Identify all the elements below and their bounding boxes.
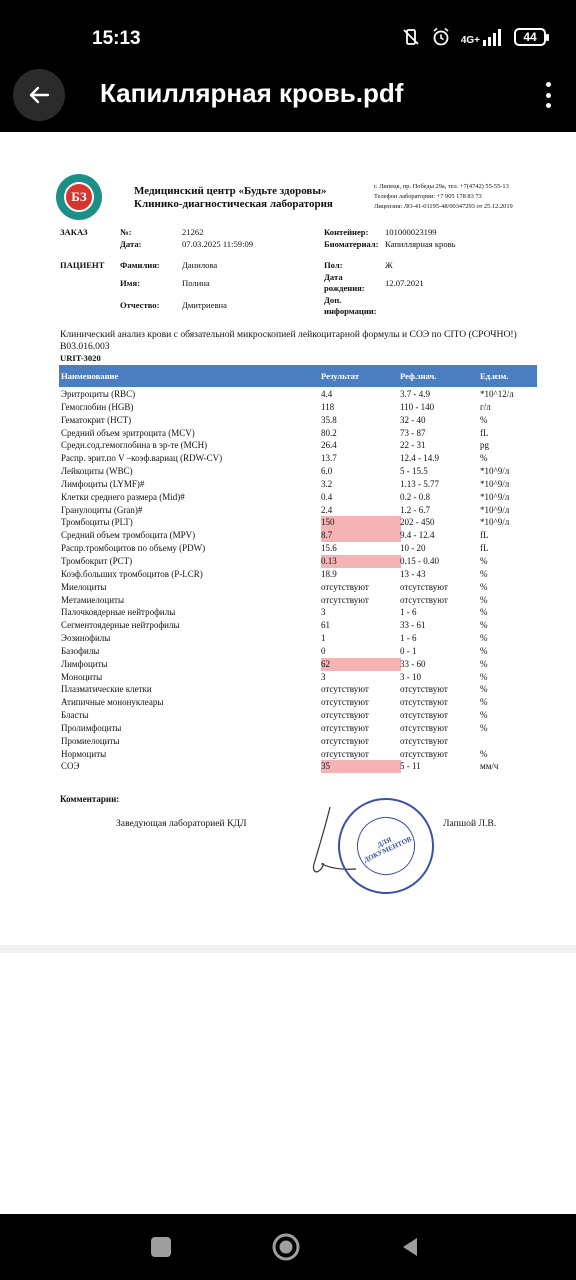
test-ref: 1 - 6 [400, 633, 417, 644]
test-unit: г/л [480, 401, 491, 412]
test-ref: 0.2 - 0.8 [400, 491, 430, 502]
table-row [59, 491, 537, 504]
test-ref: 32 - 40 [400, 414, 426, 425]
table-row [59, 504, 537, 517]
container-value: 101000023199 [385, 227, 437, 237]
test-ref: отсутствуют [400, 710, 448, 721]
name-label: Имя: [120, 278, 141, 288]
table-row [59, 760, 537, 773]
table-row [59, 581, 537, 594]
table-row [59, 645, 537, 658]
test-ref: отсутствуют [400, 684, 448, 695]
test-unit: *10^9/л [480, 517, 510, 528]
patient-label: ПАЦИЕНТ [60, 260, 105, 270]
test-result: 61 [321, 620, 330, 631]
test-result: 62 [321, 658, 401, 671]
test-result: 3 [321, 671, 326, 682]
table-row [59, 414, 537, 427]
test-ref: отсутствуют [400, 735, 448, 746]
patronymic-value: Дмитриевна [182, 300, 227, 310]
test-ref: 33 - 61 [400, 620, 426, 631]
test-result: 35 [321, 760, 401, 773]
test-name: Средний объем тромбоцита (MPV) [61, 530, 196, 541]
recents-icon [149, 1235, 173, 1259]
test-unit: % [480, 658, 488, 669]
test-name: Лимфоциты (LYMF)# [61, 478, 145, 489]
patronymic-label: Отчество: [120, 300, 160, 310]
test-ref: 1.2 - 6.7 [400, 504, 430, 515]
table-row [59, 748, 537, 761]
table-row [59, 388, 537, 401]
triangle-back-icon [398, 1235, 422, 1259]
test-result: 150 [321, 516, 401, 529]
test-result: 0.4 [321, 491, 333, 502]
table-row [59, 632, 537, 645]
status-icons [401, 27, 546, 47]
table-row [59, 594, 537, 607]
test-unit: % [480, 633, 488, 644]
test-name: СОЭ [61, 761, 80, 772]
test-result: 0 [321, 645, 326, 656]
network-indicator [461, 28, 504, 46]
table-row [59, 452, 537, 465]
test-unit: *10^12/л [480, 389, 514, 399]
test-ref: 13 - 43 [400, 568, 426, 579]
table-row [59, 529, 537, 542]
container-label: Контейнер: [324, 227, 369, 237]
test-ref: 1.13 - 5.77 [400, 478, 439, 489]
arrow-left-icon [28, 84, 50, 106]
test-name: Моноциты [61, 671, 103, 682]
test-result: 35.8 [321, 414, 337, 425]
test-name: Лимфоциты [61, 658, 108, 669]
table-row [59, 709, 537, 722]
test-name: Распр. эрит.по V –коэф.вариац (RDW-CV) [61, 453, 223, 464]
test-unit: % [480, 645, 488, 656]
test-name: Бласты [61, 710, 89, 721]
biomaterial-label: Биоматериал: [324, 239, 379, 249]
test-unit: fL [480, 427, 489, 438]
test-ref: 33 - 60 [400, 658, 426, 669]
test-result: отсутствуют [321, 581, 369, 592]
table-row [59, 722, 537, 735]
test-unit: % [480, 414, 488, 425]
test-unit: *10^9/л [480, 466, 510, 477]
test-result: 8.7 [321, 529, 401, 542]
vibrate-off-icon [401, 27, 421, 47]
clinic-contacts: г. Липецк, пр. Победы 29а, тел. +7(4742) 55-55-13 Телефон лаборатории: +7 905 178 83 73 Лицензия: ЛО-41-01195-48/00347293 от 25.12.2019 [374, 183, 513, 210]
order-number: 21262 [182, 227, 204, 237]
table-row [59, 427, 537, 440]
header-ref: Реф.знач. [400, 371, 437, 381]
table-row [59, 568, 537, 581]
test-ref: 0 - 1 [400, 645, 417, 656]
test-result: отсутствуют [321, 748, 369, 759]
test-name: Тромбокрит (PCT) [61, 555, 133, 566]
page-separator [0, 945, 576, 953]
test-ref: отсутствуют [400, 748, 448, 759]
test-ref: 5 - 15.5 [400, 466, 428, 477]
name-value: Полина [182, 278, 210, 288]
test-ref: 0.15 - 0.40 [400, 555, 439, 566]
test-name: Эритроциты (RBC) [61, 389, 136, 399]
test-name: Гемоглобин (HGB) [61, 401, 134, 412]
test-ref: 202 - 450 [400, 517, 435, 528]
test-unit: % [480, 684, 488, 695]
test-unit: % [480, 568, 488, 579]
test-ref: 22 - 31 [400, 440, 426, 451]
test-name: Базофилы [61, 645, 100, 656]
test-result: 15.6 [321, 543, 337, 554]
test-result: отсутствуют [321, 684, 369, 695]
test-ref: 73 - 87 [400, 427, 426, 438]
test-ref: 1 - 6 [400, 607, 417, 618]
surname-label: Фамилия: [120, 260, 160, 270]
table-row [59, 671, 537, 684]
test-unit: % [480, 607, 488, 618]
test-name: Распр.тромбоцитов по объему (PDW) [61, 543, 206, 554]
test-unit: fL [480, 543, 489, 554]
table-row [59, 516, 537, 529]
test-result: отсутствуют [321, 722, 369, 733]
test-unit: % [480, 453, 488, 464]
header-name: Наименование [61, 371, 119, 381]
test-unit: % [480, 620, 488, 631]
analysis-title: Клинический анализ крови с обязательной микроскопией лейкоцитарной формулы и СОЭ по CITO (СРОЧНО!) В03.016.003 [60, 329, 517, 352]
order-number-label: №: [120, 227, 132, 237]
test-name: Метамиелоциты [61, 594, 125, 605]
biomaterial-value: Капиллярная кровь [385, 239, 456, 249]
more-vert-icon [546, 82, 551, 87]
test-ref: отсутствуют [400, 581, 448, 592]
test-ref: 110 - 140 [400, 401, 435, 412]
order-date: 07.03.2025 11:59:09 [182, 239, 254, 249]
alarm-icon [431, 27, 451, 47]
test-unit: % [480, 581, 488, 592]
test-result: 80.2 [321, 427, 337, 438]
test-unit: pg [480, 440, 489, 451]
test-name: Пролимфоциты [61, 722, 122, 733]
test-name: Промиелоциты [61, 735, 120, 746]
network-type: 4G+ [460, 35, 480, 46]
battery-icon: 44 [514, 28, 546, 46]
test-ref: 9.4 - 12.4 [400, 530, 435, 541]
test-unit: % [480, 710, 488, 721]
head-role: Заведующая лабораторией КДЛ [116, 818, 247, 829]
test-ref: отсутствуют [400, 697, 448, 708]
test-name: Гематокрит (HCT) [61, 414, 132, 425]
home-icon [271, 1232, 301, 1262]
table-row [59, 465, 537, 478]
test-name: Эозинофилы [61, 633, 111, 644]
sex-label: Пол: [324, 260, 343, 270]
test-result: 1 [321, 633, 326, 644]
test-unit: % [480, 748, 488, 759]
test-result: 2.4 [321, 504, 333, 515]
signal-icon [482, 28, 504, 46]
test-unit: *10^9/л [480, 478, 510, 489]
test-name: Средн.сод.гемоглобина в эр-те (MCH) [61, 440, 208, 451]
device-name: URIT-3020 [60, 353, 101, 363]
test-ref: 3 - 10 [400, 671, 421, 682]
test-name: Плазматические клетки [61, 684, 152, 695]
test-ref: 3.7 - 4.9 [400, 389, 430, 399]
table-row [59, 439, 537, 452]
test-name: Коэф.больших тромбоцитов (P-LCR) [61, 568, 203, 579]
comments-label: Комментарии: [60, 794, 120, 804]
more-options-button[interactable] [538, 78, 558, 112]
table-row [59, 619, 537, 632]
test-result: 6.0 [321, 466, 333, 477]
header-unit: Ед.изм. [480, 371, 509, 381]
results-table [59, 388, 537, 773]
table-row [59, 696, 537, 709]
test-result: 3.2 [321, 478, 333, 489]
recents-button[interactable] [146, 1232, 176, 1262]
test-unit: % [480, 697, 488, 708]
birth-label-1: Дата [324, 272, 343, 282]
table-row [59, 658, 537, 671]
test-unit: % [480, 671, 488, 682]
clinic-name: Медицинский центр «Будьте здоровы» Клинико-диагностическая лаборатория [134, 185, 333, 210]
order-date-label: Дата: [120, 239, 142, 249]
document-title: Капиллярная кровь.pdf [100, 78, 404, 108]
test-result: 3 [321, 607, 326, 618]
navigation-bar [0, 1214, 576, 1280]
test-result: 4.4 [321, 389, 333, 399]
table-row [59, 683, 537, 696]
test-name: Клетки среднего размера (Mid)# [61, 491, 185, 502]
test-ref: отсутствуют [400, 594, 448, 605]
header-result: Результат [321, 371, 359, 381]
test-result: отсутствуют [321, 710, 369, 721]
sex-value: Ж [385, 260, 393, 270]
test-name: Миелоциты [61, 581, 107, 592]
test-name: Тромбоциты (PLT) [61, 517, 133, 528]
table-row [59, 606, 537, 619]
test-result: 18.9 [321, 568, 337, 579]
test-ref: 10 - 20 [400, 543, 426, 554]
test-name: Палочкоядерные нейтрофилы [61, 607, 176, 618]
order-label: ЗАКАЗ [60, 227, 88, 237]
test-unit: % [480, 722, 488, 733]
table-row [59, 478, 537, 491]
table-row [59, 555, 537, 568]
test-ref: 5 - 11 [400, 761, 421, 772]
test-result: 13.7 [321, 453, 337, 464]
test-unit: fL [480, 530, 489, 541]
clinic-logo: БЗ [56, 174, 102, 220]
back-button[interactable] [13, 69, 65, 121]
table-row [59, 401, 537, 414]
test-unit: мм/ч [480, 761, 499, 772]
info-label-2: информации: [324, 306, 377, 316]
surname-value: Данилова [182, 260, 218, 270]
test-result: отсутствуют [321, 697, 369, 708]
test-name: Нормоциты [61, 748, 107, 759]
status-time: 15:13 [92, 28, 141, 49]
test-unit: *10^9/л [480, 491, 510, 502]
test-ref: 12.4 - 14.9 [400, 453, 439, 464]
test-name: Средний объем эритроцита (MCV) [61, 427, 195, 438]
test-name: Лейкоциты (WBC) [61, 466, 133, 477]
test-name: Атипичные мононуклеары [61, 697, 164, 708]
test-name: Гранулоциты (Gran)# [61, 504, 143, 515]
pdf-page [0, 132, 576, 945]
test-result: отсутствуют [321, 735, 369, 746]
table-row [59, 735, 537, 748]
status-bar [0, 0, 576, 66]
clinic-stamp: ДЛЯ ДОКУМЕНТОВ [322, 782, 450, 910]
test-result: 0.13 [321, 555, 401, 568]
test-unit: % [480, 555, 488, 566]
info-label-1: Доп. [324, 295, 342, 305]
table-row [59, 542, 537, 555]
test-ref: отсутствуют [400, 722, 448, 733]
test-unit: *10^9/л [480, 504, 510, 515]
results-table-header [59, 365, 537, 387]
birth-label-2: рождения: [324, 283, 365, 293]
back-nav-button[interactable] [395, 1232, 425, 1262]
test-result: отсутствуют [321, 594, 369, 605]
home-button[interactable] [271, 1232, 301, 1262]
test-result: 26.4 [321, 440, 337, 451]
pdf-viewer[interactable] [0, 132, 576, 1214]
test-name: Сегментоядерные нейтрофилы [61, 620, 180, 631]
test-result: 118 [321, 401, 335, 412]
head-name: Лапшой Л.В. [443, 818, 497, 829]
birth-value: 12.07.2021 [385, 278, 424, 288]
app-toolbar [0, 66, 576, 132]
test-unit: % [480, 594, 488, 605]
